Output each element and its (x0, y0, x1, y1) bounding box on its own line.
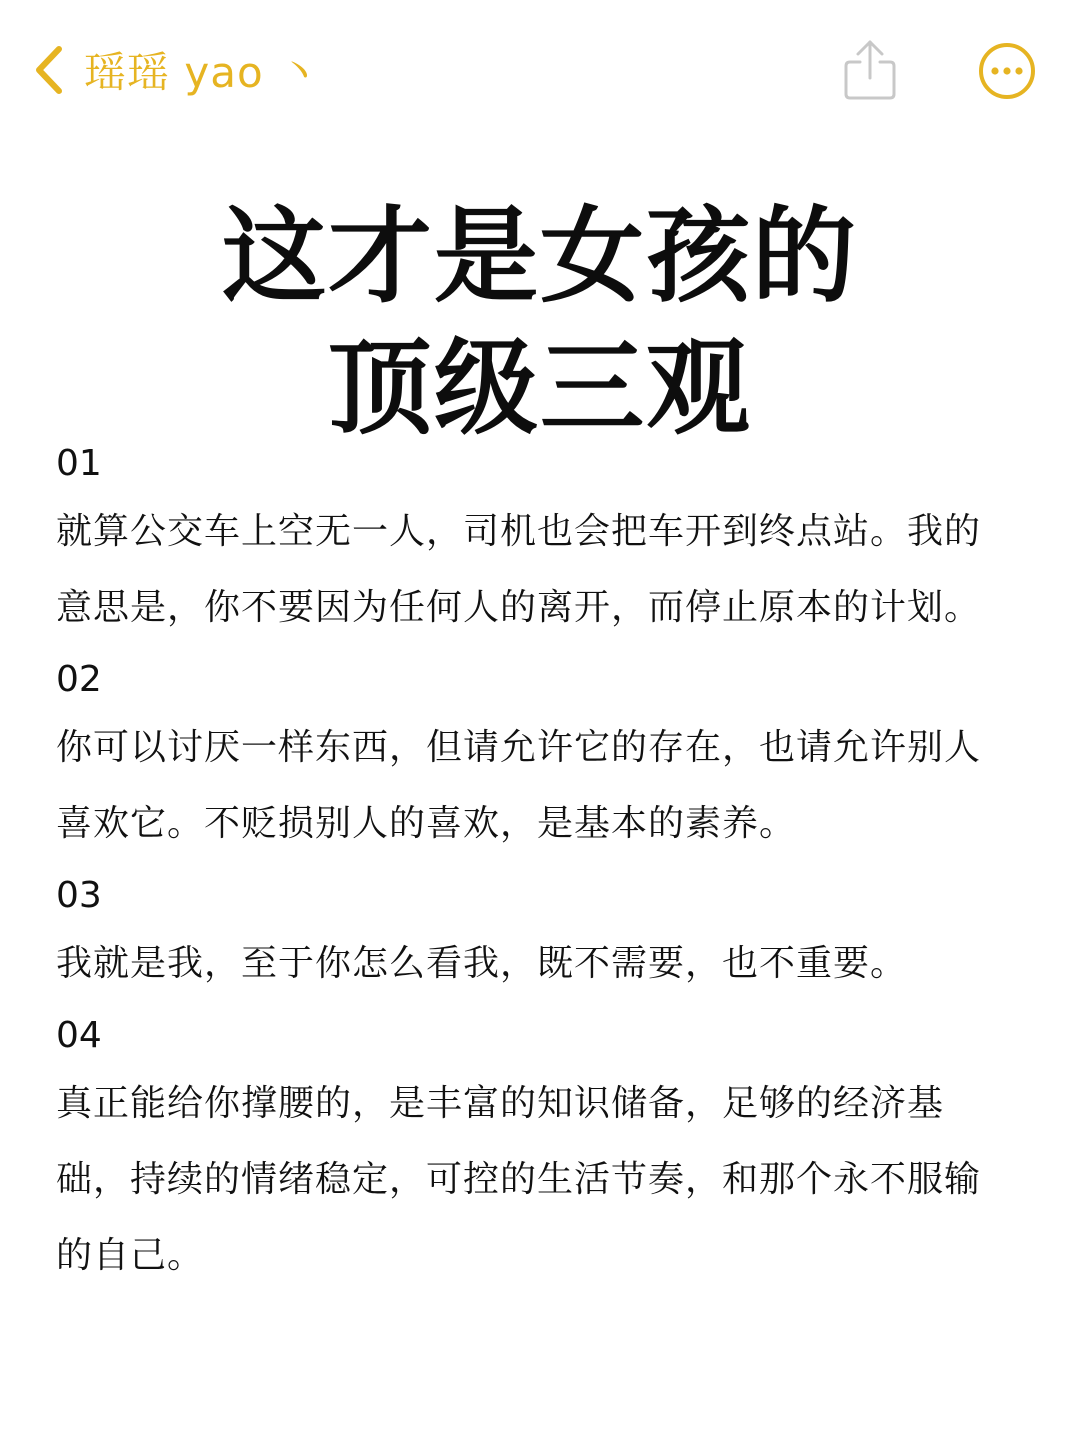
section-number: 04 (56, 1015, 102, 1056)
section-number: 02 (56, 659, 102, 700)
chevron-left-icon[interactable] (28, 38, 68, 102)
back-button[interactable] (28, 38, 321, 102)
title-line-2: 顶级三观 (327, 327, 752, 449)
post-body (56, 434, 1016, 1298)
section-text: 就算公交车上空无一人，司机也会把车开到终点站。我的意思是，你不要因为任何人的离开，而停止原本的计划。 (56, 511, 982, 628)
section-text: 我就是我，至于你怎么看我，既不需要，也不重要。 (56, 943, 908, 984)
top-nav-bar (0, 0, 1080, 140)
section-text: 你可以讨厌一样东西，但请允许它的存在，也请允许别人喜欢它。不贬损别人的喜欢，是基本的素养。 (56, 727, 982, 844)
section-number: 03 (56, 875, 102, 916)
section-number: 01 (56, 443, 102, 484)
post-title (0, 190, 1080, 454)
share-icon[interactable] (840, 34, 900, 104)
account-name[interactable]: 瑶瑶 yao 丶 (84, 48, 321, 97)
more-icon[interactable] (978, 42, 1036, 100)
title-line-1: 这才是女孩的 (221, 195, 858, 317)
section-text: 真正能给你撑腰的，是丰富的知识储备，足够的经济基础，持续的情绪稳定，可控的生活节奏，和那个永不服输的自己。 (56, 1083, 982, 1276)
